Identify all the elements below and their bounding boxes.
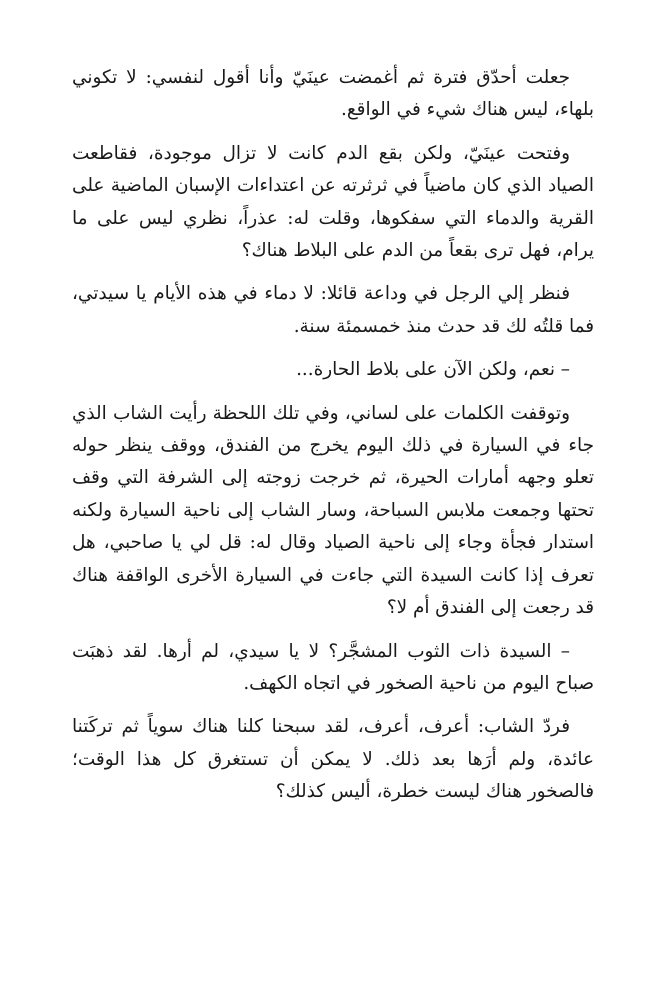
paragraph-2: وفتحت عينَيّ، ولكن بقع الدم كانت لا تزال موجودة، فقاطعت الصياد الذي كان ماضياً في ثرثرته عن اعتداءات الإسبان الماضية على القرية والدماء التي سفكوها، وقلت له: عذراً، نظري ليس على ما يرام، فهل ترى بقعاً من الدم على البلاط هناك؟ (72, 142, 594, 262)
paragraph-4: – نعم، ولكن الآن على بلاط الحارة... (296, 359, 570, 381)
page-text (72, 62, 594, 820)
paragraph-1: جعلت أحدّق فترة ثم أغمضت عينَيّ وأنا أقول لنفسي: لا تكوني بلهاء، ليس هناك شيء في الواقع. (72, 67, 594, 121)
paragraph-3: فنظر إلي الرجل في وداعة قائلا: لا دماء في هذه الأيام يا سيدتي، فما قلتُه لك قد حدث منذ خمسمئة سنة. (72, 283, 594, 337)
paragraph-5: وتوقفت الكلمات على لساني، وفي تلك اللحظة رأيت الشاب الذي جاء في السيارة في ذلك اليوم يخرج من الفندق، ووقف ينظر حوله تعلو وجهه أمارات الحيرة، ثم خرجت زوجته إلى الشرفة التي وقف تحتها وجمعت ملابس السباحة، وسار الشاب إلى ناحية السيارة ولكنه استدار فجأة وجاء إلى ناحية الصياد وقال له: قل لي يا صاحبي، هل تعرف إذا كانت السيدة التي جاءت في السيارة الأخرى الواقفة هناك قد رجعت إلى الفندق أم لا؟ (72, 402, 594, 619)
paragraph-7: فردّ الشاب: أعرف، أعرف، لقد سبحنا كلنا هناك سوياً ثم تركَتنا عائدة، ولم أرَها بعد ذلك. لا يمكن أن تستغرق كل هذا الوقت؛ فالصخور هناك ليست خطرة، أليس كذلك؟ (72, 716, 594, 803)
paragraph-6: – السيدة ذات الثوب المشجَّر؟ لا يا سيدي، لم أرها. لقد ذهبَت صباح اليوم من ناحية الصخور في اتجاه الكهف. (72, 640, 594, 694)
